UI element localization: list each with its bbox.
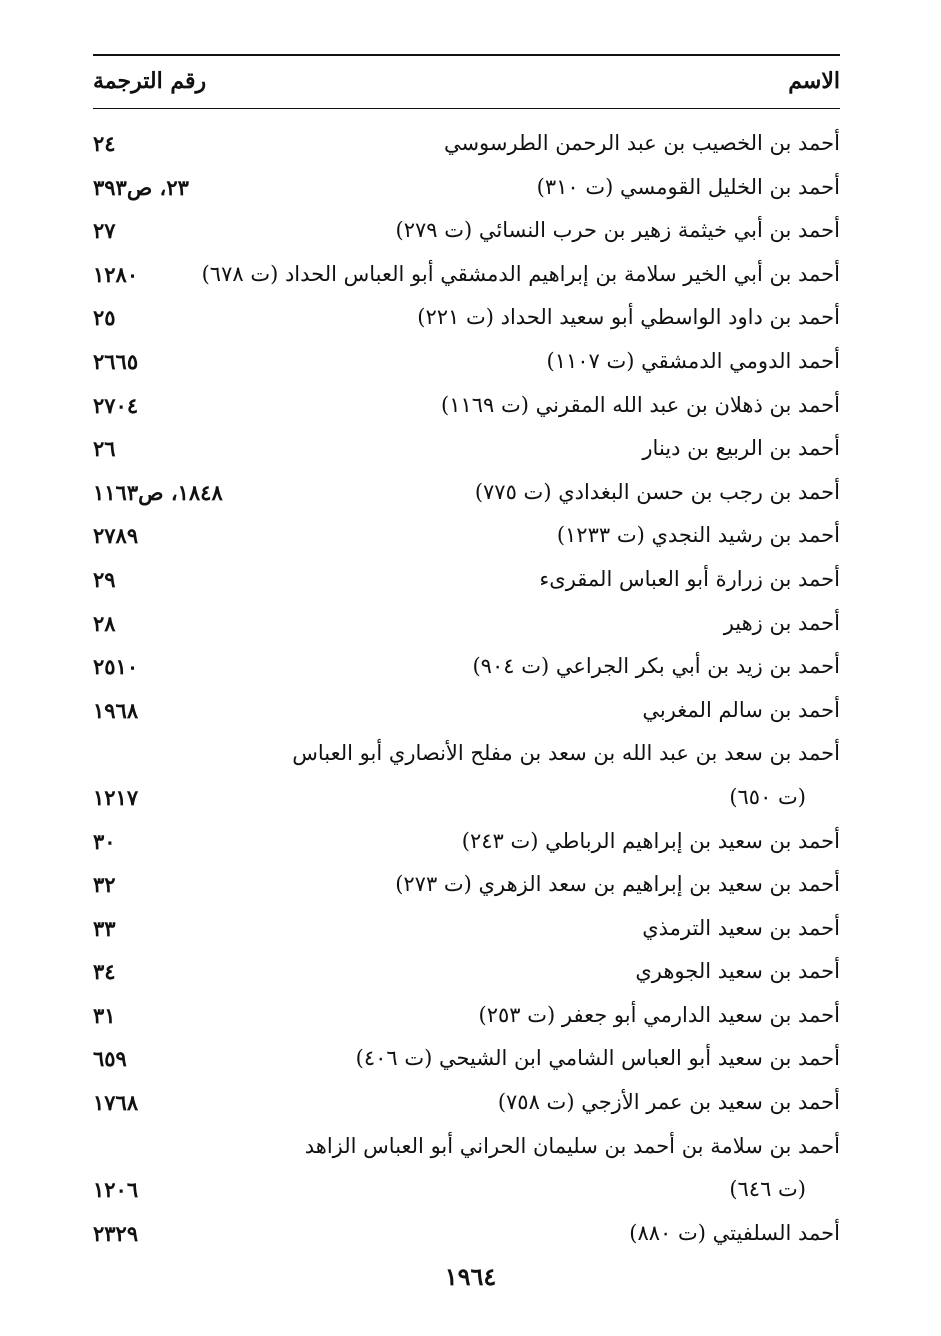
index-entry <box>93 471 840 515</box>
index-entry <box>93 950 840 994</box>
entry-name <box>220 907 840 951</box>
index-entry <box>93 994 840 1038</box>
entry-name <box>220 1125 840 1212</box>
entry-name-text: أحمد بن زيد بن أبي بكر الجراعي (ت ٩٠٤) <box>472 654 840 679</box>
entry-number: ٣٤ <box>93 959 116 985</box>
index-entry <box>93 209 840 253</box>
entry-name-text: أحمد بن زهير <box>723 610 840 635</box>
entry-number: ٢٦ <box>93 436 116 462</box>
index-entry <box>93 253 840 297</box>
entry-name-text: أحمد بن داود الواسطي أبو سعيد الحداد (ت ٢٢١) <box>417 305 840 330</box>
entry-name <box>201 253 840 297</box>
entry-number: ٣١ <box>93 1002 116 1028</box>
index-entry <box>93 1125 840 1212</box>
entry-name <box>220 1212 840 1256</box>
entry-name-text: أحمد بن سعيد بن عمر الأزجي (ت ٧٥٨) <box>497 1090 840 1115</box>
entry-name <box>220 645 840 689</box>
index-entry <box>93 1037 840 1081</box>
entry-name <box>220 209 840 253</box>
entry-name <box>220 122 840 166</box>
entry-name-text: أحمد بن سعيد الدارمي أبو جعفر (ت ٢٥٣) <box>478 1002 840 1027</box>
entry-number: ٢٣٢٩ <box>93 1220 139 1246</box>
entry-name-text: أحمد بن الربيع بن دينار <box>642 436 840 461</box>
index-entry <box>93 1081 840 1125</box>
entry-name <box>220 427 840 471</box>
index-entry <box>93 514 840 558</box>
entry-number: ٣٣ <box>93 915 116 941</box>
entry-name <box>220 602 840 646</box>
entry-number: ١٢٨٠ <box>93 261 139 287</box>
index-entry <box>93 863 840 907</box>
entry-name-text: أحمد بن سعيد بن إبراهيم الرباطي (ت ٢٤٣) <box>461 828 840 853</box>
index-entry <box>93 384 840 428</box>
entry-name <box>220 1081 840 1125</box>
index-entry <box>93 907 840 951</box>
entry-name-text: أحمد بن سالم المغربي <box>642 697 840 722</box>
entry-name-text: أحمد بن ذهلان بن عبد الله المقرني (ت ١١٦٩) <box>441 392 840 417</box>
entry-number: ٢٥ <box>93 305 116 331</box>
entry-name-continuation: (ت ٦٤٦) <box>729 1177 806 1202</box>
entry-number: ٦٥٩ <box>93 1046 127 1072</box>
entry-name <box>220 384 840 428</box>
index-entry <box>93 645 840 689</box>
entry-number: ٢٧٠٤ <box>93 392 139 418</box>
entry-number: ١٨٤٨، ص١١٦٣ <box>93 479 223 505</box>
index-entry <box>93 296 840 340</box>
entry-name-text: أحمد بن زرارة أبو العباس المقرىء <box>539 566 840 591</box>
number-column-header: رقم الترجمة <box>93 68 207 94</box>
entry-number: ١٢١٧ <box>93 784 139 810</box>
entry-name <box>220 689 840 733</box>
entry-name-text: أحمد بن سعيد أبو العباس الشامي ابن الشيحي (ت ٤٠٦) <box>355 1046 840 1071</box>
entry-number: ٢٩ <box>93 566 116 592</box>
entry-name <box>220 820 840 864</box>
index-entry <box>93 122 840 166</box>
entry-name <box>220 863 840 907</box>
entry-name-continuation: (ت ٦٥٠) <box>729 784 806 809</box>
entry-number: ٢٦٦٥ <box>93 348 139 374</box>
entry-name-text: أحمد بن الخليل القومسي (ت ٣١٠) <box>536 174 840 199</box>
entry-name <box>220 166 840 210</box>
entry-number: ٢٧٨٩ <box>93 523 139 549</box>
index-entry <box>93 427 840 471</box>
index-entry <box>93 820 840 864</box>
entry-name-text: أحمد بن رشيد النجدي (ت ١٢٣٣) <box>556 523 840 548</box>
entry-name <box>220 340 840 384</box>
top-rule <box>93 54 840 56</box>
entry-name-text: أحمد بن سعيد الترمذي <box>642 915 840 940</box>
index-entry <box>93 689 840 733</box>
entry-name <box>220 950 840 994</box>
entry-list <box>93 122 840 1255</box>
entry-number: ٢٥١٠ <box>93 654 139 680</box>
index-entry <box>93 340 840 384</box>
index-entry <box>93 558 840 602</box>
entry-name-text: أحمد بن الخصيب بن عبد الرحمن الطرسوسي <box>443 131 840 155</box>
entry-number: ١٢٠٦ <box>93 1177 139 1203</box>
entry-number: ٢٤ <box>93 131 116 156</box>
entry-number: ٣٢ <box>93 872 116 898</box>
page-number: ١٩٦٤ <box>444 1262 497 1291</box>
entry-number: ٢٨ <box>93 610 116 636</box>
entry-name-text: أحمد بن أبي خيثمة زهير بن حرب النسائي (ت ٢٧٩) <box>395 218 840 243</box>
entry-name <box>220 1037 840 1081</box>
entry-name <box>220 514 840 558</box>
entry-name <box>220 296 840 340</box>
entry-name-text: أحمد بن رجب بن حسن البغدادي (ت ٧٧٥) <box>474 479 840 504</box>
entry-name-text: أحمد بن سلامة بن أحمد بن سليمان الحراني أبو العباس الزاهد <box>304 1133 840 1158</box>
entry-name <box>220 994 840 1038</box>
entry-name <box>220 732 840 819</box>
entry-number: ١٩٦٨ <box>93 697 139 723</box>
entry-name <box>220 471 840 515</box>
index-entry <box>93 732 840 819</box>
entry-name-text: أحمد بن أبي الخير سلامة بن إبراهيم الدمشقي أبو العباس الحداد (ت ٦٧٨) <box>201 261 840 286</box>
entry-number: ٢٣، ص٣٩٣ <box>93 174 189 200</box>
entry-name-text: أحمد بن سعد بن عبد الله بن سعد بن مفلح الأنصاري أبو العباس <box>292 741 840 766</box>
column-header <box>93 68 840 104</box>
entry-number: ١٧٦٨ <box>93 1090 139 1116</box>
name-column-header: الاسم <box>788 68 840 94</box>
entry-name-text: أحمد بن سعيد الجوهري <box>635 959 840 984</box>
entry-number: ٢٧ <box>93 218 116 244</box>
entry-number: ٣٠ <box>93 828 116 854</box>
entry-name <box>220 558 840 602</box>
entry-name-text: أحمد بن سعيد بن إبراهيم بن سعد الزهري (ت ٢٧٣) <box>395 872 840 897</box>
index-entry <box>93 602 840 646</box>
index-entry <box>93 1212 840 1256</box>
entry-name-text: أحمد السلفيتي (ت ٨٨٠) <box>629 1220 840 1245</box>
index-entry <box>93 166 840 210</box>
entry-name-text: أحمد الدومي الدمشقي (ت ١١٠٧) <box>546 348 840 373</box>
header-rule <box>93 108 840 109</box>
